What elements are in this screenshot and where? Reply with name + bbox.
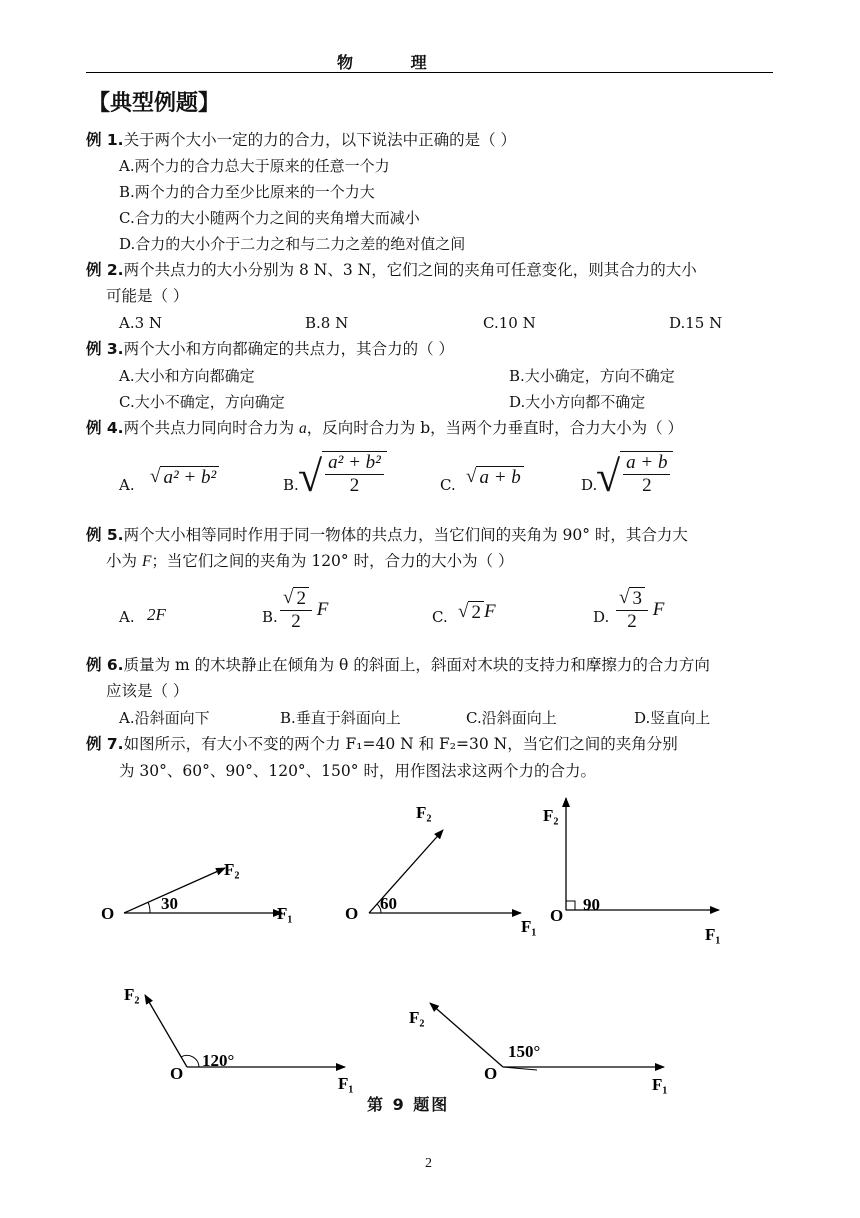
q3-option-b: B.大小确定，方向不确定 (509, 367, 675, 385)
f2-label: F₂ (543, 806, 559, 825)
q5-stem-line2: 小为 F；当它们之间的夹角为 120° 时，合力的大小为（ ） (106, 552, 514, 570)
q4-option-b-label: B. (283, 476, 299, 494)
sqrt-icon: √ (458, 601, 469, 623)
q7-stem-line2: 为 30°、60°、90°、120°、150° 时，用作图法求这两个力的合力。 (119, 762, 596, 780)
q1-option-a: A.两个力的合力总大于原来的任意一个力 (119, 157, 390, 175)
var-a: a (299, 420, 307, 437)
q1-number: 例 1. (86, 131, 124, 149)
angle-label: 30 (161, 894, 178, 913)
figure-caption: 第 9 题图 (367, 1095, 450, 1114)
q5-number: 例 5. (86, 526, 124, 544)
q3-number: 例 3. (86, 340, 124, 358)
f1-label: F₁ (277, 904, 293, 923)
q5-option-b-label: B. (262, 608, 278, 626)
q2-stem-line2: 可能是（ ） (106, 287, 189, 305)
q4-option-c-formula: √ a + b (466, 466, 524, 489)
q2-number: 例 2. (86, 261, 124, 279)
q2-option-b: B.8 N (305, 314, 349, 332)
q6-option-c: C.沿斜面向上 (466, 709, 557, 727)
q5-stem-line1: 例 5.两个大小相等同时作用于同一物体的共点力，当它们间的夹角为 90° 时，其合力大 (86, 526, 688, 544)
q4-option-d-label: D. (581, 476, 598, 494)
q5-option-a-label: A. (119, 608, 135, 626)
q6-option-a: A.沿斜面向下 (119, 709, 210, 727)
q2-stem-line1: 例 2.两个共点力的大小分别为 8 N、3 N，它们之间的夹角可任意变化，则其合力的大小 (86, 261, 697, 279)
f2-arrow (145, 995, 187, 1067)
q6-stem-line2: 应该是（ ） (106, 682, 189, 700)
q7-number: 例 7. (86, 735, 124, 753)
angle-label: 90 (583, 895, 600, 914)
q6-option-d: D.竖直向上 (634, 709, 711, 727)
f2-label: F₂ (409, 1008, 425, 1027)
sqrt-icon: √ (283, 587, 294, 609)
page-header: 物 理 (337, 53, 453, 72)
q4-option-d-formula: √ $\frac{a + b}{2}$ (596, 451, 673, 503)
q4-stem: 例 4.两个共点力同向时合力为 a，反向时合力为 b，当两个力垂直时，合力大小为（ ） (86, 419, 684, 437)
origin-label: O (101, 904, 115, 923)
q1-option-d: D.合力的大小介于二力之和与二力之差的绝对值之间 (119, 235, 466, 253)
q5-option-a-formula: 2F (147, 605, 166, 624)
q6-option-b: B.垂直于斜面向上 (280, 709, 401, 727)
q4-number: 例 4. (86, 419, 124, 437)
q5-option-c-label: C. (432, 608, 448, 626)
q5-option-d-label: D. (593, 608, 610, 626)
diagram-120 (124, 985, 353, 1093)
angle-label: 60 (380, 894, 397, 913)
right-angle-mark (566, 901, 575, 910)
q6-number: 例 6. (86, 656, 124, 674)
angle-label: 120° (202, 1051, 235, 1070)
diagram-90 (543, 798, 720, 944)
diagram-60 (345, 803, 536, 936)
sqrt-icon: √ (596, 452, 621, 501)
q2-option-d: D.15 N (669, 314, 723, 332)
q5-option-c-formula: √ 2 F (458, 601, 496, 624)
f1-label: F₁ (652, 1075, 668, 1094)
q3-option-d: D.大小方向都不确定 (509, 393, 646, 411)
origin-label: O (170, 1064, 184, 1083)
diagram-30 (101, 860, 292, 923)
q6-stem-line1: 例 6.质量为 m 的木块静止在倾角为 θ 的斜面上，斜面对木块的支持力和摩擦力的合力方向 (86, 656, 710, 674)
f2-label: F₂ (224, 860, 240, 879)
angle-arc (148, 902, 150, 913)
f1-label: F₁ (705, 925, 721, 944)
q7-stem-line1: 例 7.如图所示，有大小不变的两个力 F₁=40 N 和 F₂=30 N，当它们之间的夹角分别 (86, 735, 678, 753)
q3-stem: 例 3.两个大小和方向都确定的共点力，其合力的（ ） (86, 340, 455, 358)
origin-label: O (550, 906, 564, 925)
origin-label: O (484, 1064, 498, 1083)
f1-label: F₁ (521, 917, 537, 936)
sqrt-icon: √ (619, 587, 630, 609)
sqrt-icon: √ (298, 452, 323, 501)
diagram-150 (409, 1003, 667, 1094)
q4-option-a-label: A. (119, 476, 135, 494)
f2-arrow (430, 1003, 503, 1067)
q3-option-c: C.大小不确定，方向确定 (119, 393, 285, 411)
sqrt-icon: √ (466, 466, 477, 487)
q4-option-c-label: C. (440, 476, 456, 494)
q5-option-d-formula: √ 3 2 F (616, 587, 664, 633)
q4-option-b-formula: √ $\frac{\text{a² + b²}}{2}$ (298, 451, 387, 503)
q5-option-b-formula: √ 2 2 F (280, 587, 328, 633)
q1-option-b: B.两个力的合力至少比原来的一个力大 (119, 183, 375, 201)
q4-option-a-formula: √ a² + b² (150, 466, 219, 489)
q1-stem: 例 1.关于两个大小一定的力的合力，以下说法中正确的是（ ） (86, 131, 517, 149)
f1-label: F₁ (338, 1074, 354, 1093)
var-F: F (141, 553, 152, 570)
q2-option-a: A.3 N (119, 314, 163, 332)
q1-option-c: C.合力的大小随两个力之间的夹角增大而减小 (119, 209, 420, 227)
origin-label: O (345, 904, 359, 923)
f2-label: F₂ (416, 803, 432, 822)
page-number: 2 (425, 1156, 432, 1171)
q2-option-c: C.10 N (483, 314, 536, 332)
angle-label: 150° (508, 1042, 541, 1061)
q3-option-a: A.大小和方向都确定 (119, 367, 255, 385)
sqrt-icon: √ (150, 466, 161, 487)
section-title: 【典型例题】 (88, 91, 221, 116)
f2-label: F₂ (124, 985, 140, 1004)
